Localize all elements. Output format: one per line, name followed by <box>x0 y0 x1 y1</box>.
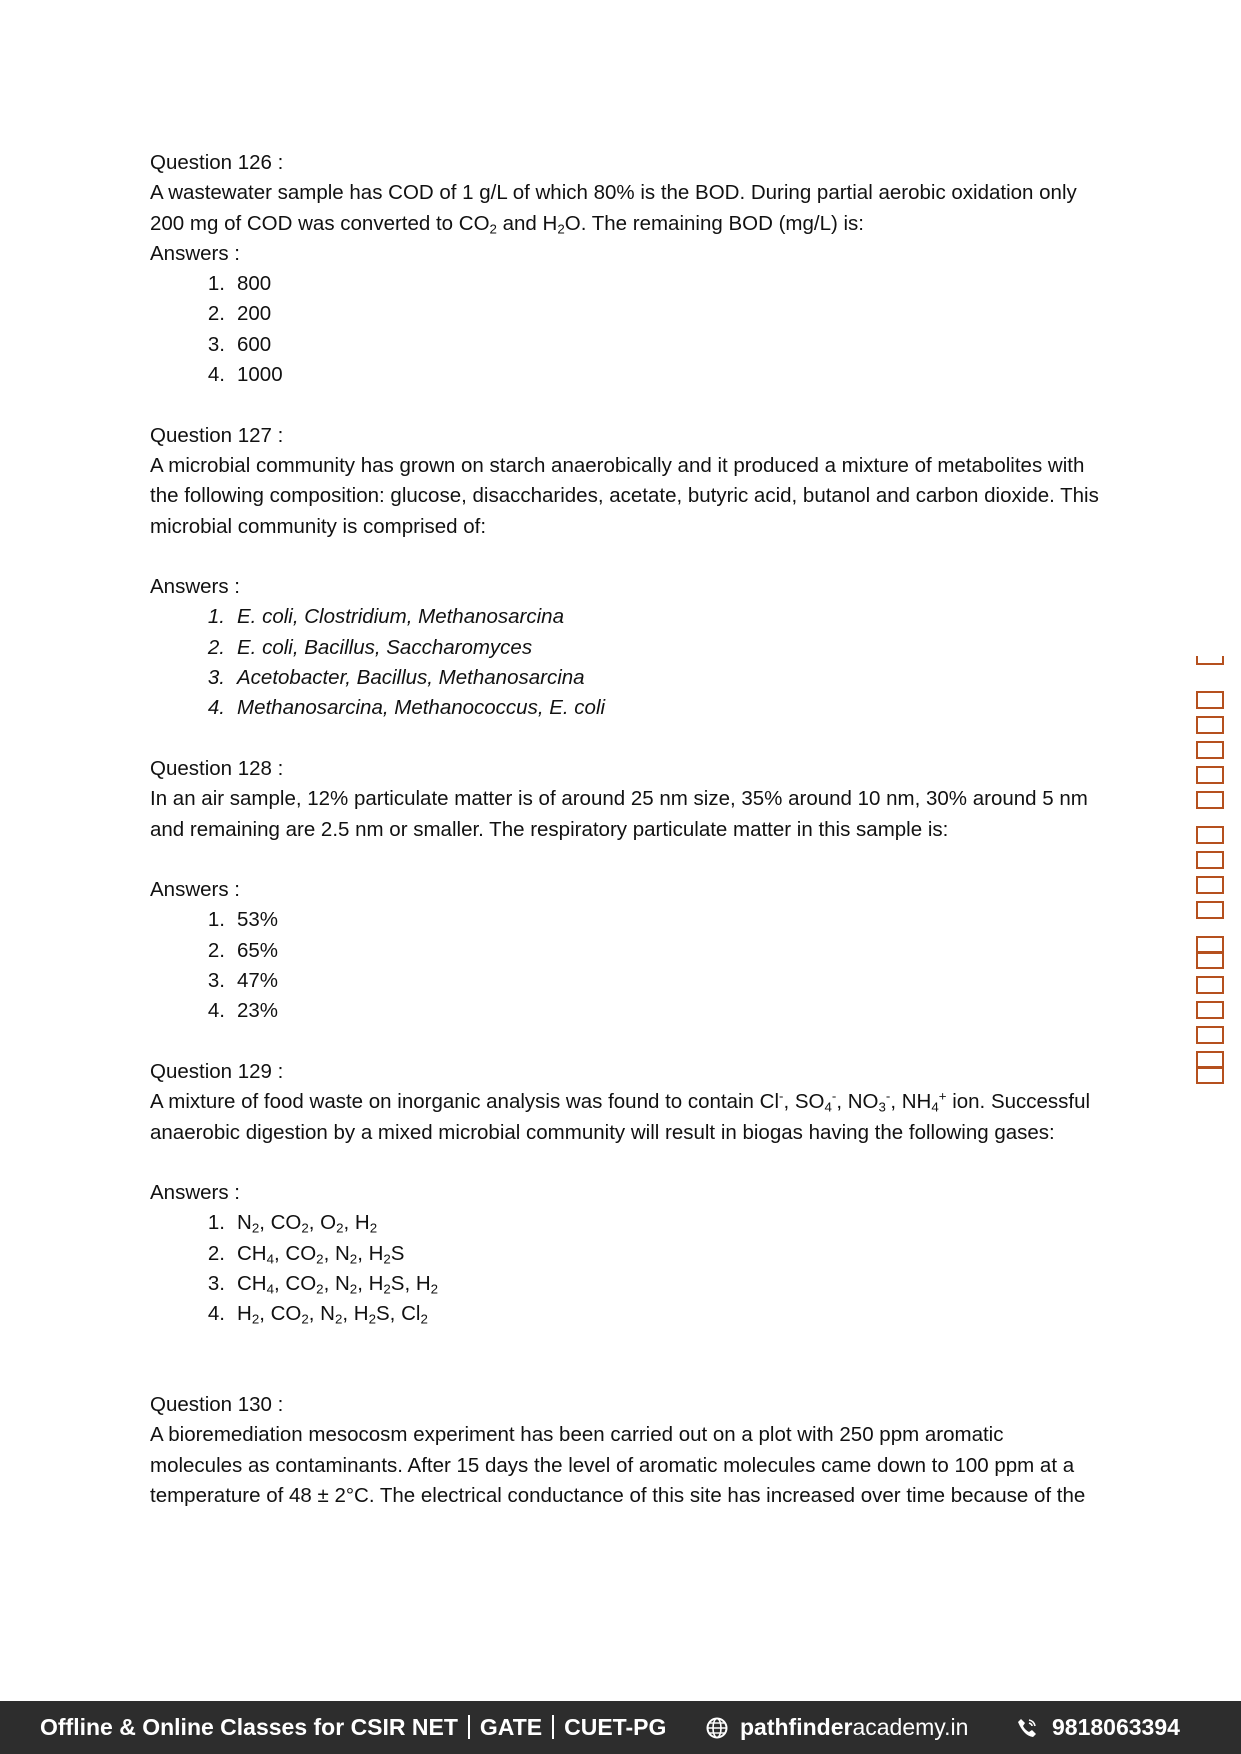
answer-option: 4. $H_2$, $CO_2$, $N_2$, $H_2S$, $Cl_2$ <box>207 1302 428 1327</box>
answer-list <box>150 602 1100 723</box>
question-text: A bioremediation mesocosm experiment has been carried out on a plot with 250 ppm aromatic molecules as contaminants. After 15 days the level of aromatic molecules came down to 100 ppm at a temperature of 48 ± 2°C. The electrical conductance of this site has increased over time because of the <box>150 1423 1086 1508</box>
footer-classes: Offline & Online Classes for CSIR NET GATE CUET-PG <box>40 1714 667 1740</box>
question-text: In an air sample, 12% particulate matter is of around 25 nm size, 35% around 10 nm, 30% around 5 nm and remaining are 2.5 nm or smaller. The respiratory particulate matter in this sample is: <box>150 787 1088 841</box>
answer-option: 3. 47% <box>207 969 279 993</box>
answer-list <box>150 905 1100 1026</box>
answer-option: 1. $N_2$, $CO_2$, $O_2$, $H_2$ <box>207 1211 378 1237</box>
answers-label: Answers : <box>150 575 240 599</box>
answer-option: 2. 200 <box>207 302 272 326</box>
answer-option: 3. 600 <box>207 332 272 356</box>
side-mark-box <box>1196 741 1224 759</box>
answers-label: Answers : <box>150 878 240 902</box>
question-126 <box>150 148 1100 390</box>
footer-separator <box>468 1715 470 1739</box>
answer-option: 2. $CH_4$, $CO_2$, $N_2$, $H_2S$ <box>207 1241 405 1267</box>
answer-list <box>150 269 1100 390</box>
question-128 <box>150 754 1100 1027</box>
question-text: A microbial community has grown on starch anaerobically and it produced a mixture of metabolites with the following composition: glucose, disaccharides, acetate, butyric acid, butanol and carbon dioxide. This microbial community is comprised of: <box>150 453 1099 538</box>
question-129 <box>150 1057 1100 1330</box>
question-label: Question 126 : <box>150 151 284 174</box>
page-content <box>150 148 1100 1511</box>
answer-option: 3. $CH_4$, $CO_2$, $N_2$, $H_2S$, $H_2$ <box>207 1271 439 1297</box>
question-127 <box>150 421 1100 724</box>
answer-option: 4. 1000 <box>207 363 283 387</box>
answer-option: 1. 800 <box>207 272 272 296</box>
answer-list <box>150 1208 1100 1329</box>
answers-label: Answers : <box>150 241 240 265</box>
side-mark-box <box>1196 901 1224 919</box>
phone-icon <box>1016 1717 1038 1739</box>
side-mark-box <box>1196 1001 1224 1019</box>
question-text: A mixture of food waste on inorganic analysis was found to contain Cl-, $SO_4^-$, $NO_3^-$, $NH_4^+$ ion. Successful anaerobic digestion by a mixed microbial community will result in biogas having the following gases: <box>150 1088 1091 1144</box>
answer-option: 1. 53% <box>207 908 279 932</box>
side-mark-box <box>1196 826 1224 844</box>
footer-separator <box>552 1715 554 1739</box>
side-mark-box <box>1196 716 1224 734</box>
footer-phone[interactable]: 9818063394 <box>1052 1714 1180 1740</box>
question-130 <box>150 1390 1100 1511</box>
footer-website[interactable]: pathfinderacademy.in <box>740 1714 969 1740</box>
side-mark-box <box>1196 976 1224 994</box>
answer-option: 2. E. coli, Bacillus, Saccharomyces <box>207 635 533 659</box>
question-text: A wastewater sample has COD of 1 g/L of which 80% is the BOD. During partial aerobic oxidation only 200 mg of COD was converted to $CO_2$ and $H_2O$. The remaining BOD (mg/L) is: <box>150 181 1077 237</box>
answer-option: 4. 23% <box>207 999 279 1023</box>
answer-option: 1. E. coli, Clostridium, Methanosarcina <box>207 605 564 629</box>
side-mark-box <box>1196 766 1224 784</box>
side-mark-box <box>1196 691 1224 709</box>
question-label: Question 127 : <box>150 423 284 447</box>
answers-label: Answers : <box>150 1181 240 1205</box>
question-label: Question 130 : <box>150 1393 284 1417</box>
answer-option: 4. Methanosarcina, Methanococcus, E. coli <box>207 696 606 720</box>
side-mark-box <box>1196 1026 1224 1044</box>
side-mark-box <box>1196 851 1224 869</box>
footer-banner <box>0 1701 1241 1754</box>
side-mark-box <box>1196 791 1224 809</box>
side-mark-box <box>1196 951 1224 969</box>
question-label: Question 129 : <box>150 1059 284 1083</box>
question-label: Question 128 : <box>150 756 284 780</box>
globe-icon <box>706 1717 728 1739</box>
answer-option: 3. Acetobacter, Bacillus, Methanosarcina <box>207 666 585 690</box>
side-mark-cap <box>1196 656 1224 665</box>
side-mark-box <box>1196 876 1224 894</box>
answer-option: 2. 65% <box>207 938 279 962</box>
side-mark-box <box>1196 1066 1224 1084</box>
